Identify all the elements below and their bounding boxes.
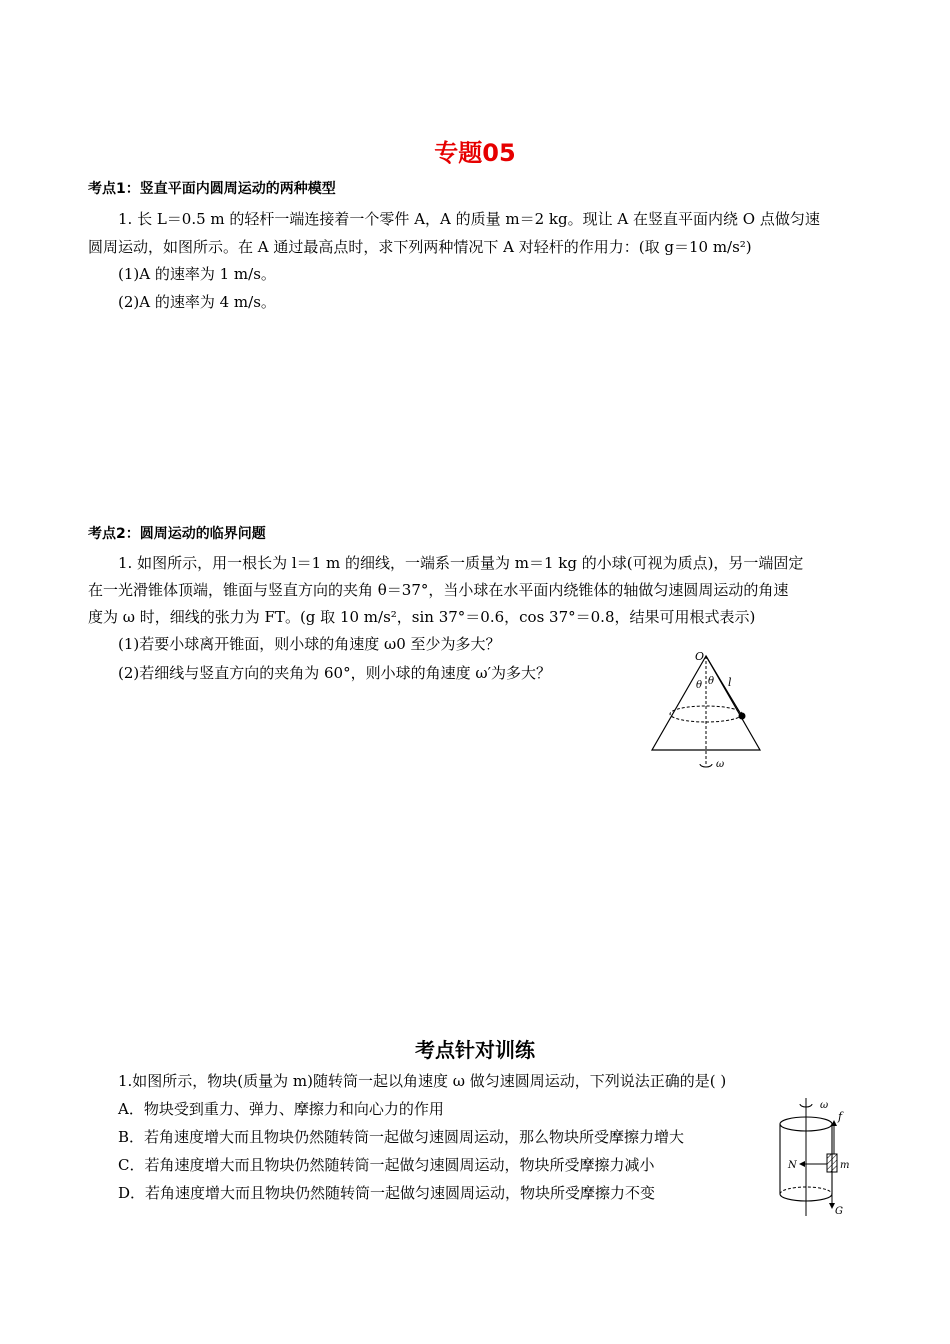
s1-question-2: (2)A 的速率为 4 m/s。 [118,293,276,311]
s2-problem-line3: 度为 ω 时，细线的张力为 FT。(g 取 10 m/s²，sin 37°＝0.6，cos 37°＝0.8，结果可用根式表示) [88,608,756,626]
label-O: O [695,650,705,663]
training-question: 1.如图所示，物块(质量为 m)随转筒一起以角速度 ω 做匀速圆周运动，下列说法正确的是( ) [118,1072,727,1090]
cone-figure [646,648,776,770]
s1-problem-line1: 1. 长 L＝0.5 m 的轻杆一端连接着一个零件 A，A 的质量 m＝2 kg。现让 A 在竖直平面内绕 O 点做匀速 [118,210,820,228]
option-a: A．物块受到重力、弹力、摩擦力和向心力的作用 [118,1100,444,1118]
label-theta-1: θ [696,680,703,691]
s2-question-1: (1)若要小球离开锥面，则小球的角速度 ω0 至少为多大？ [118,635,501,653]
label-omega: ω [716,759,725,770]
label-N: N [788,1160,797,1171]
section1-heading: 考点1：竖直平面内圆周运动的两种模型 [88,181,336,197]
cylinder-figure [778,1094,860,1220]
training-heading: 考点针对训练 [415,1038,535,1062]
option-b: B．若角速度增大而且物块仍然随转筒一起做匀速圆周运动，那么物块所受摩擦力增大 [118,1128,685,1146]
label-theta-2: θ [708,676,715,687]
label-m: m [840,1160,850,1171]
option-c: C．若角速度增大而且物块仍然随转筒一起做匀速圆周运动，物块所受摩擦力减小 [118,1156,655,1174]
s1-question-1: (1)A 的速率为 1 m/s。 [118,265,276,283]
s1-problem-line2: 圆周运动，如图所示。在 A 通过最高点时，求下列两种情况下 A 对轻杆的作用力：(取 g＝10 m/s²) [88,238,752,256]
s2-question-2: (2)若细线与竖直方向的夹角为 60°，则小球的角速度 ω′为多大？ [118,664,552,682]
s2-problem-line2: 在一光滑锥体顶端，锥面与竖直方向的夹角 θ＝37°，当小球在水平面内绕锥体的轴做匀速圆周运动的角速 [88,581,789,599]
label-omega: ω [820,1100,829,1111]
label-f: f [838,1110,843,1123]
ball [739,713,746,720]
page-title: 专题05 [434,139,516,167]
block-m [827,1154,837,1172]
s2-problem-line1: 1. 如图所示，用一根长为 l＝1 m 的细线，一端系一质量为 m＝1 kg 的小球(可视为质点)，另一端固定 [118,554,804,572]
section2-heading: 考点2：圆周运动的临界问题 [88,526,266,542]
label-l: l [728,676,732,689]
option-d: D．若角速度增大而且物块仍然随转筒一起做匀速圆周运动，物块所受摩擦力不变 [118,1184,656,1202]
rotation-arrow-icon [700,764,712,767]
label-G: G [835,1206,843,1217]
